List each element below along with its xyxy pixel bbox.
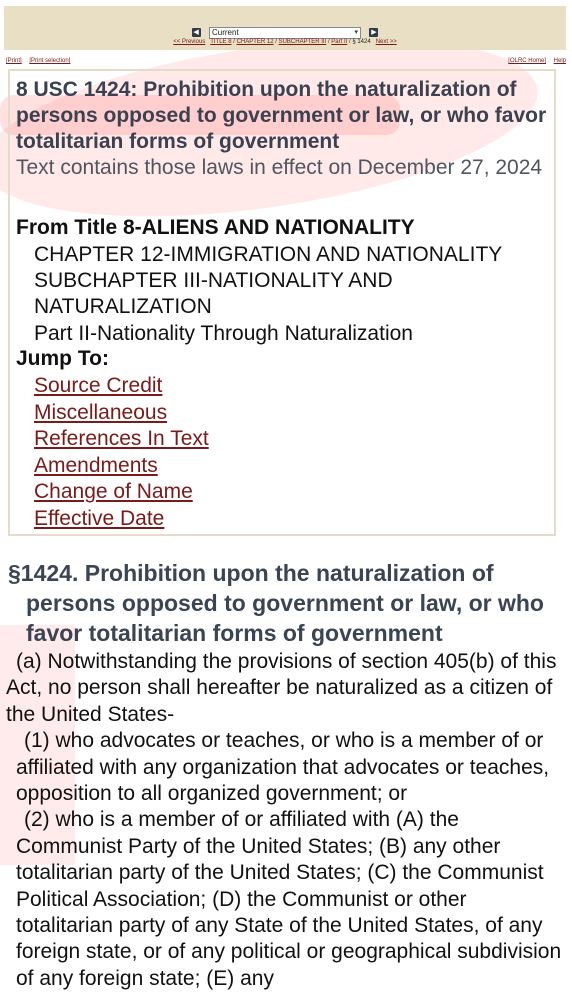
previous-version-button[interactable]: ◀ (193, 29, 199, 37)
version-select-value: Current (212, 27, 239, 37)
breadcrumb-separator: / (275, 39, 277, 45)
jump-link-amendments[interactable]: Amendments (34, 453, 158, 477)
version-select[interactable] (209, 27, 361, 39)
from-title: From Title 8-ALIENS AND NATIONALITY (16, 216, 415, 239)
chevron-down-icon: ▾ (354, 28, 358, 36)
document-info-box (8, 69, 556, 536)
breadcrumb-subchapter[interactable]: SUBCHAPTER III (278, 39, 327, 45)
breadcrumb-part[interactable]: Part II (331, 39, 348, 45)
section-heading-line: persons opposed to government or law, or who (26, 590, 544, 616)
document-title: 8 USC 1424: Prohibition upon the naturalization of persons opposed to government or law, or who favor totalitarian forms of government (16, 78, 547, 153)
next-link[interactable]: Next >> (375, 39, 397, 45)
jump-link-change-of-name[interactable]: Change of Name (34, 480, 193, 503)
breadcrumb-chapter[interactable]: CHAPTER 12 (236, 39, 274, 45)
previous-link[interactable]: << Previous (173, 39, 206, 45)
subchapter-label: SUBCHAPTER III-NATIONALITY AND NATURALIZATION (34, 269, 393, 318)
breadcrumb-title[interactable]: TITLE 8 (210, 39, 232, 45)
section-heading-line: favor totalitarian forms of government (26, 620, 443, 646)
breadcrumb (4, 39, 566, 45)
breadcrumb-current: § 1424 (352, 39, 371, 45)
jump-link-source-credit[interactable]: Source Credit (34, 374, 163, 397)
paragraph-1: (1) who advocates or teaches, or who is a member of or affiliated with any organization that advocates or teaches, opposition to all organized government; or (16, 729, 550, 806)
jump-link-miscellaneous[interactable]: Miscellaneous (34, 400, 168, 424)
breadcrumb-separator: / (327, 39, 330, 45)
breadcrumb-separator: / (348, 39, 351, 45)
help-link[interactable]: Help (553, 58, 566, 64)
jump-link-effective-date[interactable]: Effective Date (34, 506, 165, 530)
section-text (6, 649, 566, 992)
print-link[interactable]: [Print] (6, 58, 22, 64)
section-heading-line: §1424. Prohibition upon the naturalization of (8, 560, 494, 586)
jump-to-label: Jump To: (16, 347, 109, 370)
next-version-button[interactable]: ▶ (371, 29, 377, 37)
paragraph-2: (2) who is a member of or affiliated with (A) the Communist Party of the United States; (B) any other totalitarian party of the United States; (C) the Communist Political Association; (D) the Communist or other totalitarian party of any State of the United States, of any foreign state, or of any political or geographical subdivision of any foreign state; (E) any (16, 808, 562, 990)
paragraph-a: (a) Notwithstanding the provisions of section 405(b) of this Act, no person shall hereafter be naturalized as a citizen of the United States- (6, 650, 557, 726)
chapter-label: CHAPTER 12-IMMIGRATION AND NATIONALITY (34, 243, 503, 266)
print-selection-link[interactable]: [Print selection] (29, 58, 71, 64)
navigation-bar (4, 6, 566, 50)
jump-links (34, 373, 209, 532)
breadcrumb-separator: / (233, 39, 235, 45)
effective-date-note: Text contains those laws in effect on December 27, 2024 (16, 156, 543, 179)
section-heading (8, 558, 568, 648)
olrc-home-link[interactable]: [OLRC Home] (508, 58, 546, 64)
toolbar-links (4, 58, 568, 68)
part-label: Part II-Nationality Through Naturalization (34, 322, 413, 345)
jump-link-references-in-text[interactable]: References In Text (34, 427, 209, 450)
version-selector-row (4, 24, 566, 38)
